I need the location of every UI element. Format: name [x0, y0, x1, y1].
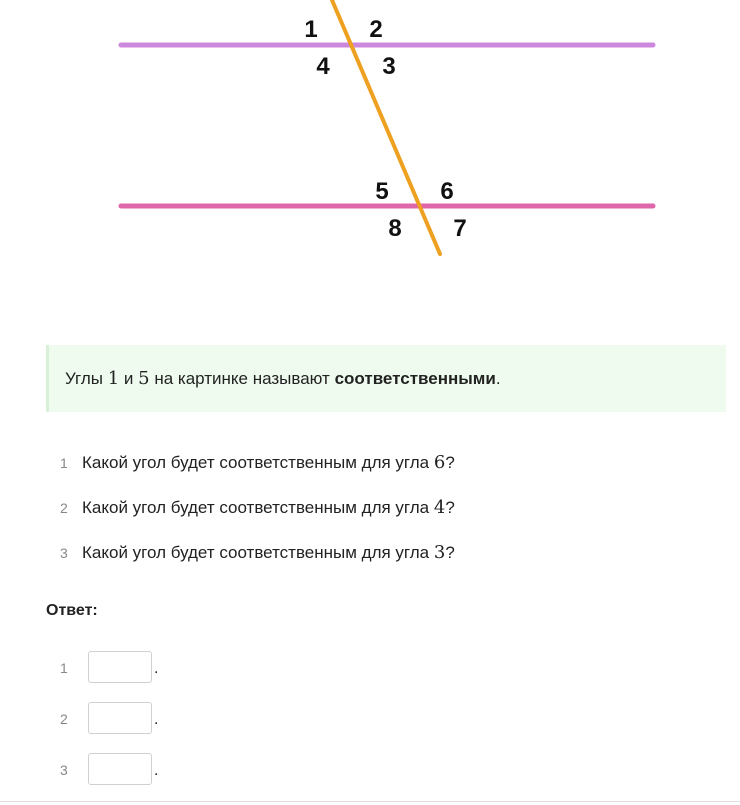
question-mark: ? — [445, 542, 455, 562]
question-text: Какой угол будет соответственным для угла — [82, 497, 434, 517]
question-mark: ? — [445, 497, 455, 517]
question-item — [60, 485, 455, 530]
bottom-divider — [0, 801, 740, 802]
transversal-line — [332, 0, 440, 254]
question-number: 2 — [60, 499, 68, 516]
answer-row — [60, 753, 158, 804]
answer-list — [60, 651, 158, 804]
info-middle: на картинке называют — [149, 368, 335, 388]
angle-label-8: 8 — [388, 215, 402, 242]
info-conj: и — [119, 368, 139, 388]
question-text: Какой угол будет соответственным для угла — [82, 542, 434, 562]
info-angle-a: 1 — [107, 368, 120, 389]
info-prefix: Углы — [65, 368, 104, 388]
answer-suffix: . — [154, 660, 159, 677]
question-angle: 6 — [433, 452, 446, 473]
question-angle: 3 — [433, 542, 446, 563]
angle-label-6: 6 — [440, 178, 454, 205]
info-angle-b: 5 — [138, 368, 150, 389]
answer-number: 2 — [60, 711, 68, 727]
info-callout — [46, 345, 726, 412]
question-item — [60, 440, 455, 485]
angle-label-4: 4 — [316, 53, 330, 80]
question-number: 3 — [60, 544, 68, 561]
answer-suffix: . — [154, 762, 159, 779]
question-item — [60, 530, 455, 575]
answer-title: Ответ: — [46, 602, 98, 619]
angle-label-2: 2 — [369, 16, 383, 43]
answer-input-2[interactable] — [88, 702, 152, 734]
angle-label-3: 3 — [382, 53, 396, 80]
question-list — [60, 440, 455, 575]
answer-number: 1 — [60, 660, 68, 676]
answer-input-3[interactable] — [88, 753, 152, 785]
question-text: Какой угол будет соответственным для угла — [82, 452, 434, 472]
answer-input-1[interactable] — [88, 651, 152, 683]
question-mark: ? — [445, 452, 455, 472]
info-suffix: . — [495, 368, 501, 388]
answer-row — [60, 651, 158, 702]
parallel-lines-diagram — [0, 0, 740, 300]
answer-suffix: . — [154, 711, 159, 728]
info-term: соответственными — [334, 368, 496, 388]
answer-row — [60, 702, 158, 753]
question-number: 1 — [60, 454, 68, 471]
angle-label-7: 7 — [453, 215, 467, 242]
answer-number: 3 — [60, 762, 68, 778]
angle-label-1: 1 — [304, 16, 318, 43]
angle-label-5: 5 — [375, 178, 389, 205]
question-angle: 4 — [433, 497, 446, 518]
